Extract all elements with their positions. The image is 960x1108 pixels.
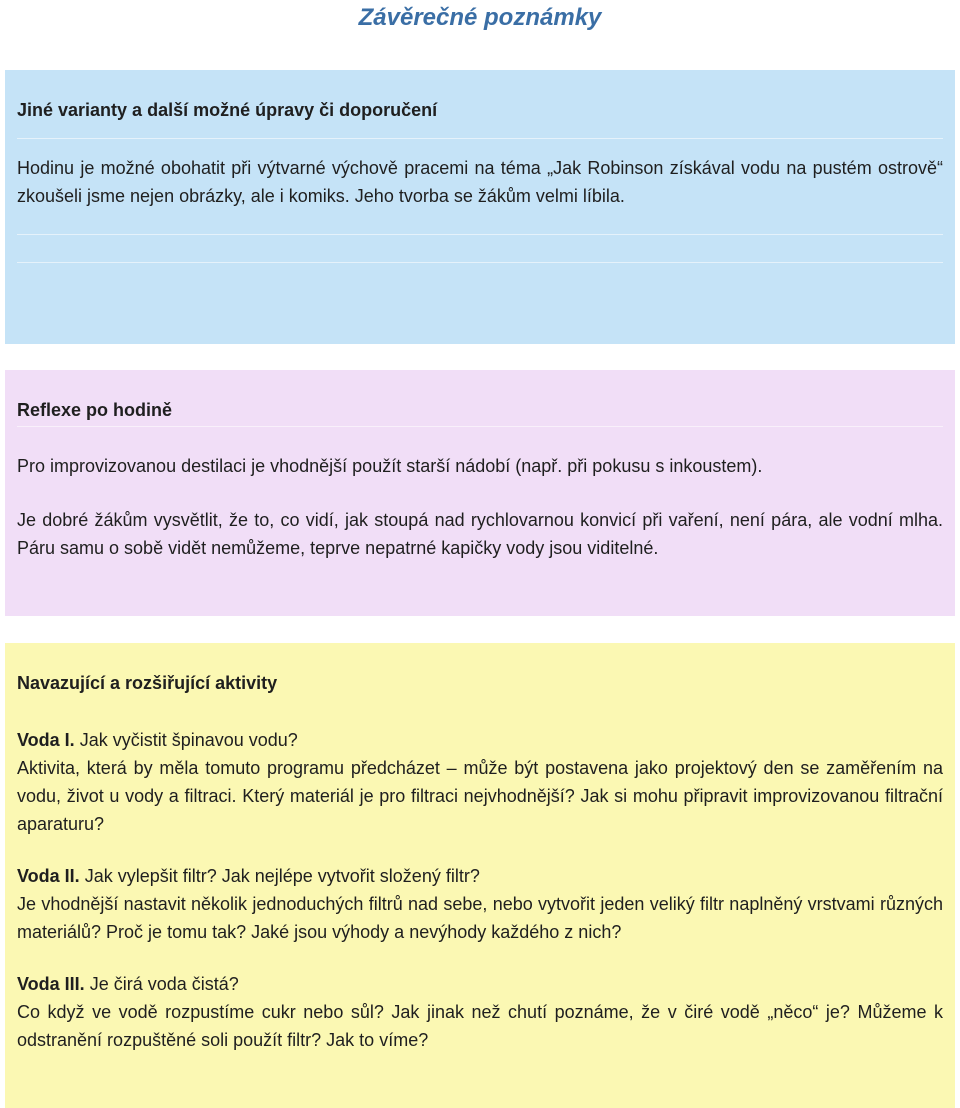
activity-1-text: Aktivita, která by měla tomuto programu předcházet – může být postavena jako projektový den se zaměřením na vodu, život u vody a filtraci. Který materiál je pro filtraci nejvhodnější? Jak si mohu připravit improvizovanou filtrační aparaturu? — [17, 758, 943, 834]
variants-heading: Jiné varianty a další možné úpravy či doporučení — [17, 100, 438, 120]
activity-3-text: Co když ve vodě rozpustíme cukr nebo sůl? Jak jinak než chutí poznáme, že v čiré vodě „něco“ je? Můžeme k odstranění rozpuštěné soli použít filtr? Jak to víme? — [17, 1002, 943, 1050]
reflection-section — [5, 370, 955, 616]
activity-2-question: Jak vylepšit filtr? Jak nejlépe vytvořit složený filtr? — [79, 866, 480, 886]
divider — [17, 426, 943, 427]
activity-2-text: Je vhodnější nastavit několik jednoduchých filtrů nad sebe, nebo vytvořit jeden veliký filtr naplněný vrstvami různých materiálů? Proč je tomu tak? Jaké jsou výhody a nevýhody každého z nich? — [17, 894, 943, 942]
activities-section — [5, 643, 955, 1108]
variants-text: Hodinu je možné obohatit při výtvarné výchově pracemi na téma „Jak Robinson získával vodu na pustém ostrově“ zkoušeli jsme nejen obrázky, ale i komiks. Jeho tvorba se žákům velmi líbila. — [17, 158, 943, 206]
activity-1 — [17, 726, 943, 838]
activities-heading: Navazující a rozšiřující aktivity — [17, 673, 278, 693]
activity-1-label: Voda I. — [17, 730, 75, 750]
activity-3-question: Je čirá voda čistá? — [84, 974, 239, 994]
activity-3-title — [17, 970, 943, 998]
activity-2-title — [17, 862, 943, 890]
activity-1-title — [17, 726, 943, 754]
reflection-paragraph-1: Pro improvizovanou destilaci je vhodnější použít starší nádobí (např. při pokusu s inkoustem). — [17, 456, 763, 476]
activity-2-label: Voda II. — [17, 866, 80, 886]
divider — [17, 234, 943, 235]
page-title: Závěrečné poznámky — [358, 4, 602, 31]
variants-section — [5, 70, 955, 344]
reflection-paragraph-2: Je dobré žákům vysvětlit, že to, co vidí, jak stoupá nad rychlovarnou konvicí při vaření, není pára, ale vodní mlha. Páru samu o sobě vidět nemůžeme, teprve nepatrné kapičky vody jsou viditelné. — [17, 510, 943, 558]
divider — [17, 262, 943, 263]
divider — [17, 138, 943, 139]
activity-1-question: Jak vyčistit špinavou vodu? — [74, 730, 298, 750]
reflection-heading: Reflexe po hodině — [17, 400, 173, 420]
activity-3-label: Voda III. — [17, 974, 85, 994]
activity-2 — [17, 862, 943, 946]
activity-3 — [17, 970, 943, 1054]
